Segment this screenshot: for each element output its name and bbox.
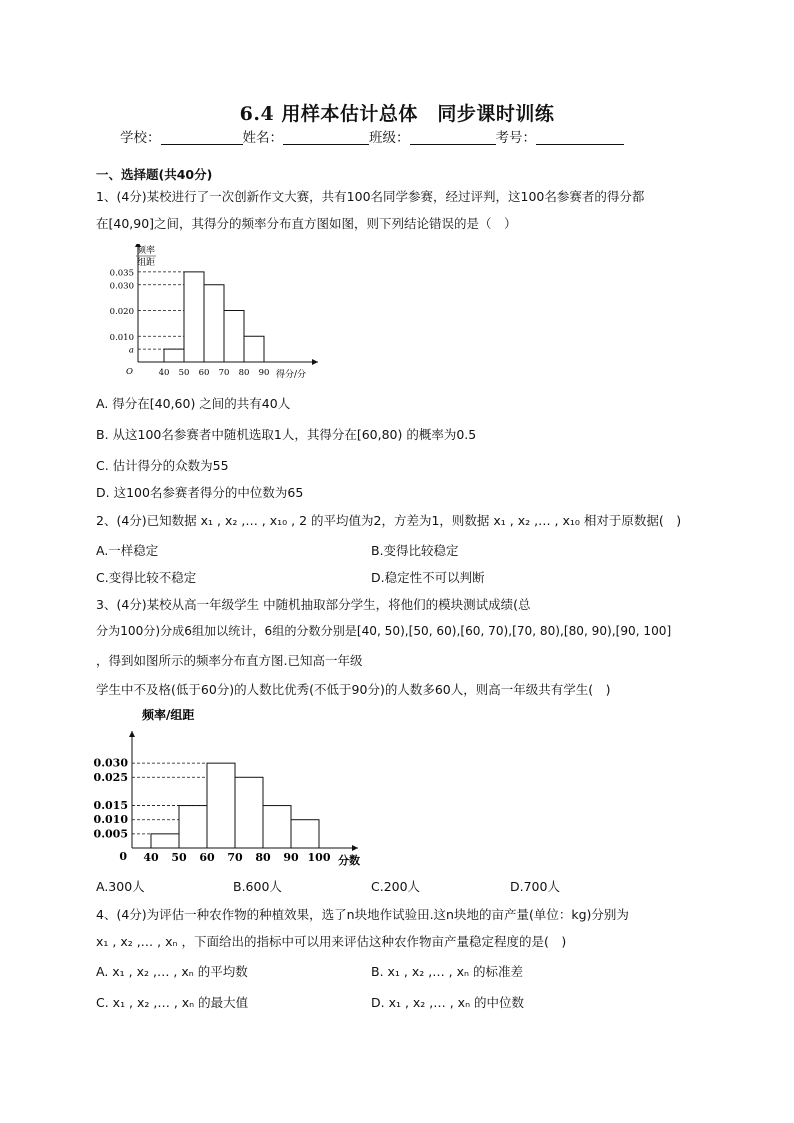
histogram-bar	[184, 272, 204, 362]
q4-option-a[interactable]: A. x₁ , x₂ ,… , xₙ 的平均数	[96, 964, 248, 979]
histogram-bar	[291, 820, 319, 848]
origin-label: 0	[119, 850, 127, 863]
q3-stem-line3: ，得到如图所示的频率分布直方图.已知高一年级	[96, 653, 363, 668]
x-tick-label: 100	[307, 851, 331, 864]
q4-stem-line2: x₁ , x₂ ,… , xₙ ，下面给出的指标中可以用来评估这种农作物亩产量稳定程度的是( )	[96, 934, 567, 949]
q4-stem-line1: 4、(4分)为评估一种农作物的种植效果，选了n块地作试验田.这n块地的亩产量(单位：kg)分别为	[96, 907, 629, 922]
page-title: 6.4 用样本估计总体 同步课时训练	[239, 103, 555, 125]
histogram-bar	[224, 311, 244, 363]
q3-option-c[interactable]: C.200人	[371, 879, 421, 894]
x-tick-label: 40	[158, 368, 170, 378]
name-label: 姓名：	[242, 130, 283, 146]
x-tick-label: 50	[178, 368, 190, 378]
y-tick-label: a	[128, 345, 134, 356]
histogram-bar	[244, 336, 264, 362]
x-axis-arrow	[352, 845, 358, 851]
exam-number-label: 考号：	[495, 130, 536, 146]
histogram-bar	[151, 834, 179, 848]
q3-option-b[interactable]: B.600人	[233, 879, 282, 894]
x-axis-arrow	[312, 359, 318, 365]
q3-stem-line2: 分为100分)分成6组加以统计，6组的分数分别是[40, 50),[50, 60),[60, 70),[70, 80),[80, 90),[90, 100]	[96, 624, 672, 638]
student-info-row	[120, 126, 624, 146]
histogram-bar	[164, 349, 184, 362]
exam-number-blank[interactable]	[536, 130, 624, 145]
section-heading: 一、选择题(共40分)	[96, 167, 213, 182]
x-axis-label: 得分/分	[276, 370, 307, 380]
q1-option-c[interactable]: C. 估计得分的众数为55	[96, 458, 229, 473]
x-tick-label: 70	[218, 368, 230, 378]
q2-option-c[interactable]: C.变得比较不稳定	[96, 570, 197, 585]
y-tick-label: 0.030	[109, 281, 134, 292]
q1-stem-line1: 1、(4分)某校进行了一次创新作文大赛，共有100名同学参赛，经过评判，这100名参赛者的得分都	[96, 189, 645, 204]
origin-label: O	[126, 367, 133, 377]
x-tick-label: 70	[227, 851, 243, 864]
q3-option-a[interactable]: A.300人	[96, 879, 145, 894]
name-blank[interactable]	[283, 130, 369, 145]
school-label: 学校：	[120, 130, 161, 146]
y-tick-label: 0.030	[93, 756, 128, 770]
q3-stem-line1: 3、(4分)某校从高一年级学生 中随机抽取部分学生，将他们的模块测试成绩(总	[96, 597, 531, 612]
q1-option-a[interactable]: A. 得分在[40,60) 之间的共有40人	[96, 396, 291, 411]
y-tick-label: 0.015	[93, 799, 128, 813]
y-tick-label: 0.005	[93, 827, 128, 841]
q1-stem-line2: 在[40,90]之间，其得分的频率分布直方图如图，则下列结论错误的是（ ）	[96, 216, 517, 231]
q4-option-d[interactable]: D. x₁ , x₂ ,… , xₙ 的中位数	[371, 995, 525, 1010]
y-axis-label-numerator: 频率	[136, 246, 156, 256]
histogram-bar	[179, 806, 207, 848]
x-tick-label: 60	[199, 851, 215, 864]
q3-option-d[interactable]: D.700人	[510, 879, 560, 894]
histogram-bar	[263, 806, 291, 848]
x-tick-label: 80	[255, 851, 271, 864]
q4-option-b[interactable]: B. x₁ , x₂ ,… , xₙ 的标准差	[371, 964, 523, 979]
y-axis-label-denominator: 组距	[136, 258, 156, 268]
x-tick-label: 90	[283, 851, 299, 864]
y-tick-label: 0.035	[109, 268, 134, 279]
x-tick-label: 80	[238, 368, 250, 378]
x-tick-label: 90	[258, 368, 270, 378]
school-blank[interactable]	[161, 130, 243, 145]
x-tick-label: 50	[171, 851, 187, 864]
y-tick-label: 0.020	[109, 307, 134, 317]
q3-histogram	[92, 704, 382, 872]
q2-stem: 2、(4分)已知数据 x₁ , x₂ ,… , x₁₀ , 2 的平均值为2，方差为1，则数据 x₁ , x₂ ,… , x₁₀ 相对于原数据( )	[96, 513, 682, 528]
histogram-bar	[207, 763, 235, 848]
q1-option-b[interactable]: B. 从这100名参赛者中随机选取1人，其得分在[60,80) 的概率为0.5	[96, 427, 477, 442]
q2-option-d[interactable]: D.稳定性不可以判断	[371, 570, 485, 585]
x-tick-label: 60	[198, 368, 210, 378]
class-label: 班级：	[369, 130, 410, 146]
q1-histogram	[96, 244, 336, 384]
q3-stem-line4: 学生中不及格(低于60分)的人数比优秀(不低于90分)的人数多60人，则高一年级共有学生( )	[96, 682, 611, 697]
q2-option-a[interactable]: A.一样稳定	[96, 543, 159, 558]
histogram-bar	[235, 777, 263, 848]
y-tick-label: 0.025	[93, 770, 128, 784]
q2-option-b[interactable]: B.变得比较稳定	[371, 543, 459, 558]
y-tick-label: 0.010	[109, 332, 134, 343]
x-tick-label: 40	[143, 851, 159, 864]
y-tick-label: 0.010	[93, 813, 128, 827]
x-axis-label: 分数	[338, 854, 360, 867]
q4-option-c[interactable]: C. x₁ , x₂ ,… , xₙ 的最大值	[96, 995, 249, 1010]
class-blank[interactable]	[410, 130, 496, 145]
y-axis-arrow	[129, 731, 135, 737]
y-axis-label: 频率/组距	[142, 708, 195, 722]
q1-option-d[interactable]: D. 这100名参赛者得分的中位数为65	[96, 485, 304, 500]
histogram-bar	[204, 285, 224, 362]
